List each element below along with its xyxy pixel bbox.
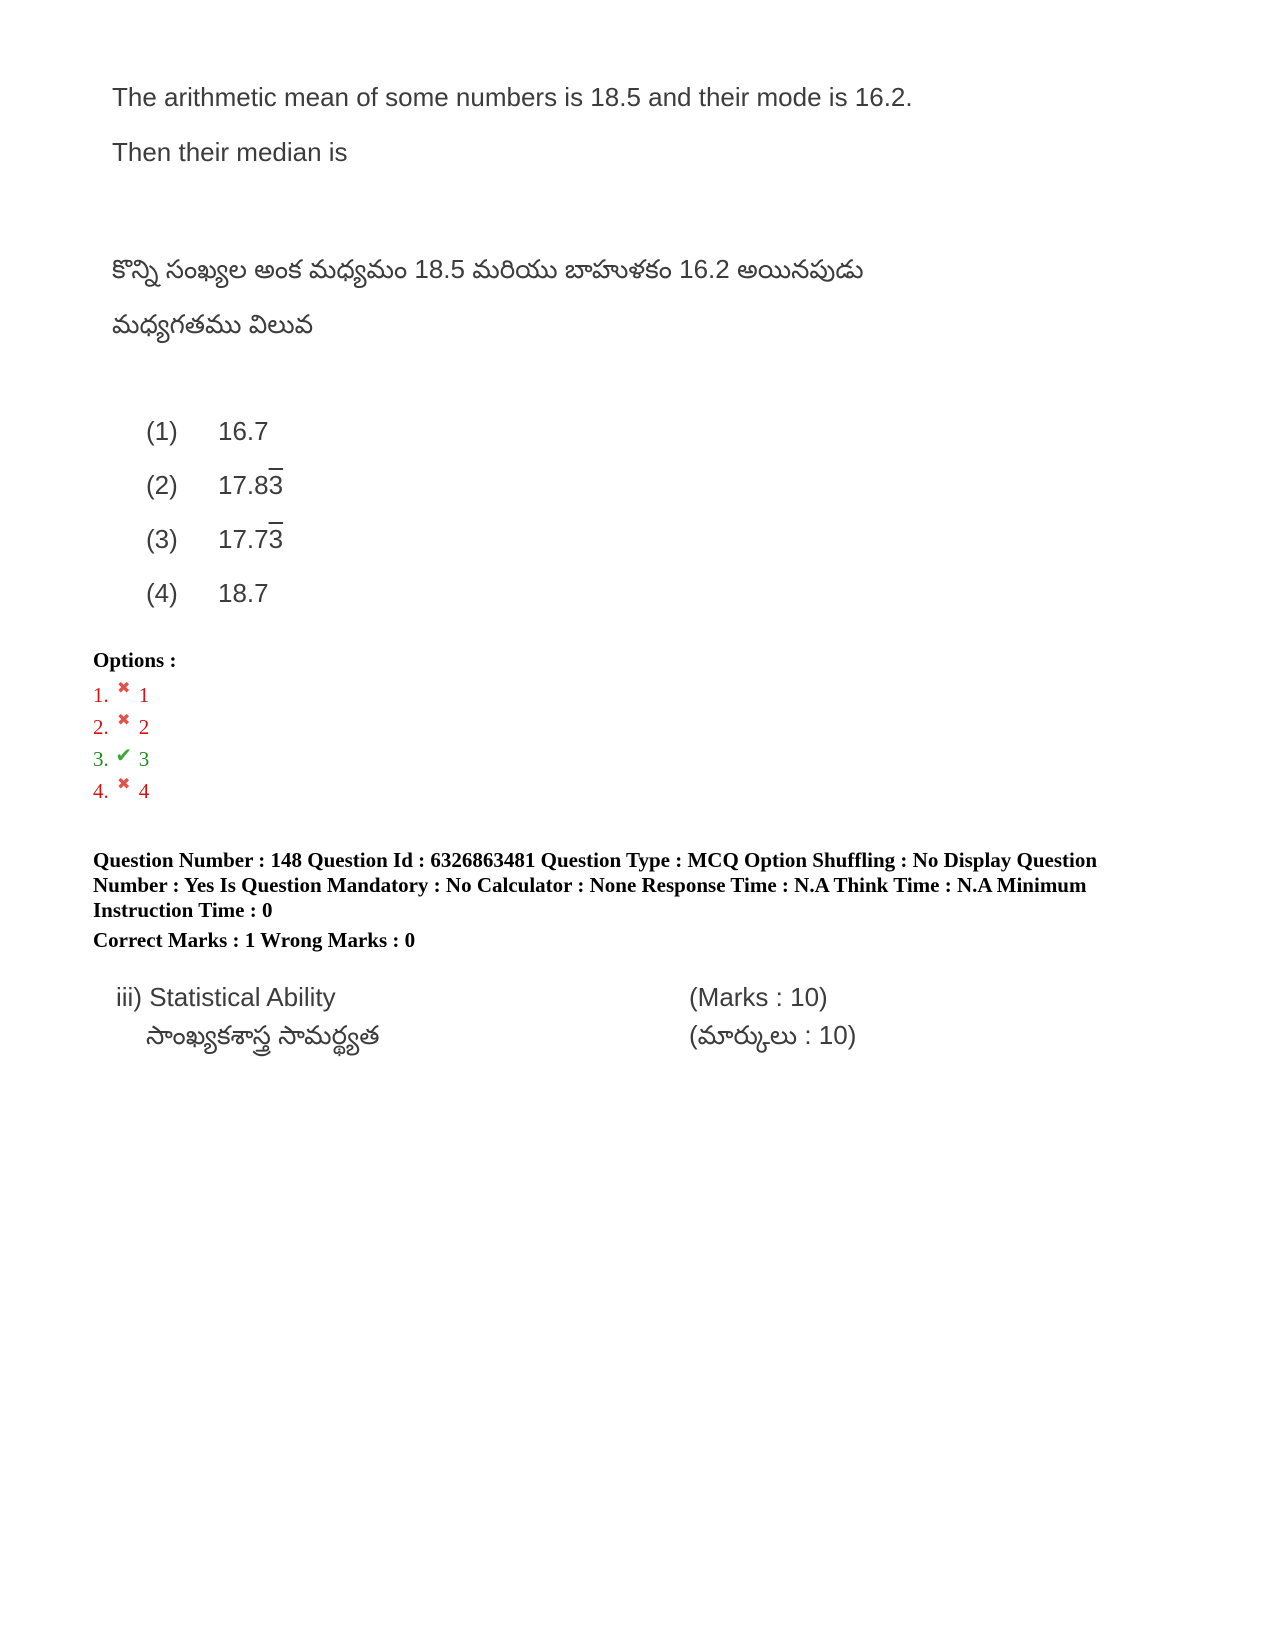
section-marks-english: (Marks : 10)	[689, 982, 828, 1012]
question-telugu-line: కొన్ని సంఖ్యల అంక మధ్యమం 18.5 మరియు బాహుళకం 16.2 అయినపుడు	[112, 254, 864, 284]
option-index: 3.	[93, 747, 109, 771]
section-row-english	[116, 978, 916, 1016]
section-title-telugu: సాంఖ్యకశాస్త్ర సామర్థ్యత	[146, 1020, 380, 1050]
question-image	[112, 70, 1092, 352]
check-icon: ✔	[115, 745, 133, 767]
choice-number: (2)	[146, 469, 178, 500]
choice-number: (1)	[146, 415, 178, 446]
option-item	[93, 711, 176, 743]
choice-value-main: 17.7	[218, 523, 269, 554]
question-telugu	[112, 242, 1092, 352]
options-title: Options :	[93, 648, 177, 672]
option-index: 1.	[93, 683, 109, 707]
cross-icon: ✖	[117, 680, 131, 697]
meta-line: Instruction Time : 0	[93, 898, 273, 922]
option-label: 1	[138, 683, 150, 707]
choice-item	[146, 404, 283, 458]
choice-item	[146, 458, 283, 512]
meta-line: Number : Yes Is Question Mandatory : No Calculator : None Response Time : N.A Think Time : N.A Minimum	[93, 873, 1087, 897]
section-row-telugu	[116, 1016, 916, 1054]
question-english	[112, 70, 1092, 180]
question-meta	[93, 848, 1173, 953]
option-label: 3	[138, 747, 150, 771]
choice-value-main: 17.8	[218, 469, 269, 500]
option-item	[93, 775, 176, 807]
choice-number: (4)	[146, 577, 178, 608]
cross-icon: ✖	[117, 776, 131, 793]
option-index: 4.	[93, 779, 109, 803]
question-english-line: The arithmetic mean of some numbers is 18.5 and their mode is 16.2.	[112, 82, 913, 112]
answer-choices	[146, 404, 283, 620]
section-marks-telugu: (మార్కులు : 10)	[689, 1020, 857, 1050]
choice-item	[146, 512, 283, 566]
section-title-english: iii) Statistical Ability	[116, 982, 336, 1012]
option-label: 2	[138, 715, 150, 739]
choice-value: 16.7	[218, 415, 269, 446]
marks-line: Correct Marks : 1 Wrong Marks : 0	[93, 928, 416, 952]
question-english-line: Then their median is	[112, 137, 348, 167]
choice-value	[218, 470, 283, 501]
option-index: 2.	[93, 715, 109, 739]
options-block	[93, 645, 176, 807]
meta-line: Question Number : 148 Question Id : 6326863481 Question Type : MCQ Option Shuffling : No Display Question	[93, 848, 1098, 872]
choice-value	[218, 524, 283, 555]
choice-item	[146, 566, 283, 620]
question-telugu-line: మధ్యగతము విలువ	[112, 309, 314, 339]
cross-icon: ✖	[117, 712, 131, 729]
option-label: 4	[138, 779, 150, 803]
choice-value-repeat: 3	[268, 523, 284, 554]
choice-value: 18.7	[218, 577, 269, 608]
choice-value-repeat: 3	[268, 469, 284, 500]
section-header	[116, 978, 916, 1054]
choice-number: (3)	[146, 523, 178, 554]
